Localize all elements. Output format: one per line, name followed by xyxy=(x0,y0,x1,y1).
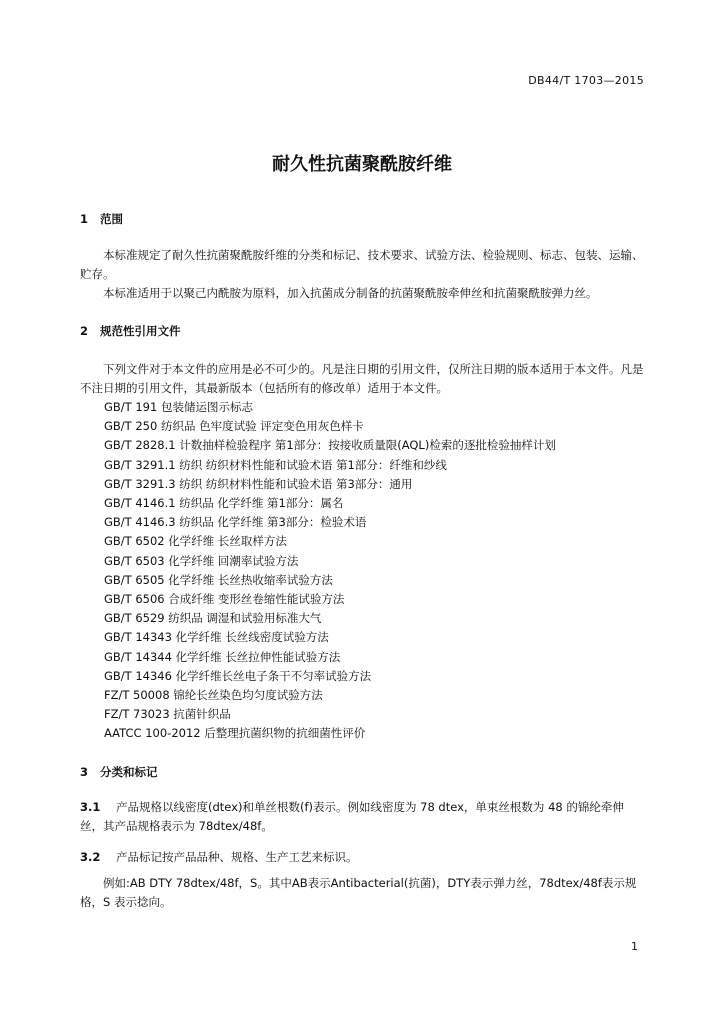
section-3-heading xyxy=(80,764,158,780)
reference-item: GB/T 6503 化学纤维 回潮率试验方法 xyxy=(104,553,299,568)
reference-item: GB/T 6502 化学纤维 长丝取样方法 xyxy=(104,534,287,549)
marking-example: 例如:AB DTY 78dtex/48f，S。其中AB表示Antibacterial(抗菌)，DTY表示弹力丝，78dtex/48f表示规格，S 表示捻向。 xyxy=(80,876,637,909)
reference-item: GB/T 14346 化学纤维长丝电子条干不匀率试验方法 xyxy=(104,668,372,683)
reference-item: GB/T 191 包装储运图示标志 xyxy=(104,400,253,414)
section-2-heading xyxy=(80,323,181,339)
section-number: 2 xyxy=(80,324,89,338)
references-intro: 下列文件对于本文件的应用是必不可少的。凡是注日期的引用文件，仅所注日期的版本适用于本文件。凡是不注日期的引用文件，其最新版本（包括所有的修改单）适用于本文件。 xyxy=(80,362,644,395)
reference-item: GB/T 250 纺织品 色牢度试验 评定变色用灰色样卡 xyxy=(104,419,364,434)
section-title: 分类和标记 xyxy=(100,765,158,779)
standard-number: DB44/T 1703—2015 xyxy=(528,74,644,87)
reference-item: AATCC 100-2012 后整理抗菌织物的抗细菌性评价 xyxy=(104,726,366,741)
reference-item: GB/T 2828.1 计数抽样检验程序 第1部分：按接收质量限(AQL)检索的逐批检验抽样计划 xyxy=(104,438,556,453)
section-number: 3 xyxy=(80,765,89,779)
clause-number: 3.1 xyxy=(80,800,101,814)
reference-item: GB/T 3291.3 纺织 纺织材料性能和试验术语 第3部分：通用 xyxy=(104,476,413,491)
reference-item: GB/T 4146.3 纺织品 化学纤维 第3部分：检验术语 xyxy=(104,515,367,530)
reference-item: GB/T 6505 化学纤维 长丝热收缩率试验方法 xyxy=(104,572,333,587)
reference-item: GB/T 6506 合成纤维 变形丝卷缩性能试验方法 xyxy=(104,592,345,607)
scope-paragraph-1: 本标准规定了耐久性抗菌聚酰胺纤维的分类和标记、技术要求、试验方法、检验规则、标志、包装、运输、贮存。 xyxy=(80,248,644,281)
reference-item: GB/T 14343 化学纤维 长丝线密度试验方法 xyxy=(104,630,329,645)
section-title: 范围 xyxy=(100,212,123,226)
section-1-heading xyxy=(80,211,123,227)
clause-3-1 xyxy=(80,798,646,836)
clause-number: 3.2 xyxy=(80,850,101,864)
reference-item: GB/T 3291.1 纺织 纺织材料性能和试验术语 第1部分：纤维和纱线 xyxy=(104,457,447,472)
reference-item: GB/T 14344 化学纤维 长丝拉伸性能试验方法 xyxy=(104,649,341,664)
clause-text: 产品规格以线密度(dtex)和单丝根数(f)表示。例如线密度为 78 dtex，单束丝根数为 48 的锦纶牵伸丝，其产品规格表示为 78dtex/48f。 xyxy=(80,800,624,833)
reference-item: GB/T 4146.1 纺织品 化学纤维 第1部分：属名 xyxy=(104,496,344,511)
clause-text: 产品标记按产品品种、规格、生产工艺来标识。 xyxy=(116,850,358,864)
reference-item: FZ/T 50008 锦纶长丝染色均匀度试验方法 xyxy=(104,688,323,703)
reference-item: FZ/T 73023 抗菌针织品 xyxy=(104,707,231,722)
reference-list xyxy=(104,398,556,744)
reference-item: GB/T 6529 纺织品 调湿和试验用标准大气 xyxy=(104,611,322,626)
page-number: 1 xyxy=(631,940,638,953)
scope-paragraph-2: 本标准适用于以聚己内酰胺为原料，加入抗菌成分制备的抗菌聚酰胺牵伸丝和抗菌聚酰胺弹力丝。 xyxy=(103,286,598,300)
clause-3-2 xyxy=(80,848,646,867)
section-title: 规范性引用文件 xyxy=(100,324,181,338)
section-number: 1 xyxy=(80,212,89,226)
document-title: 耐久性抗菌聚酰胺纤维 xyxy=(272,154,452,175)
